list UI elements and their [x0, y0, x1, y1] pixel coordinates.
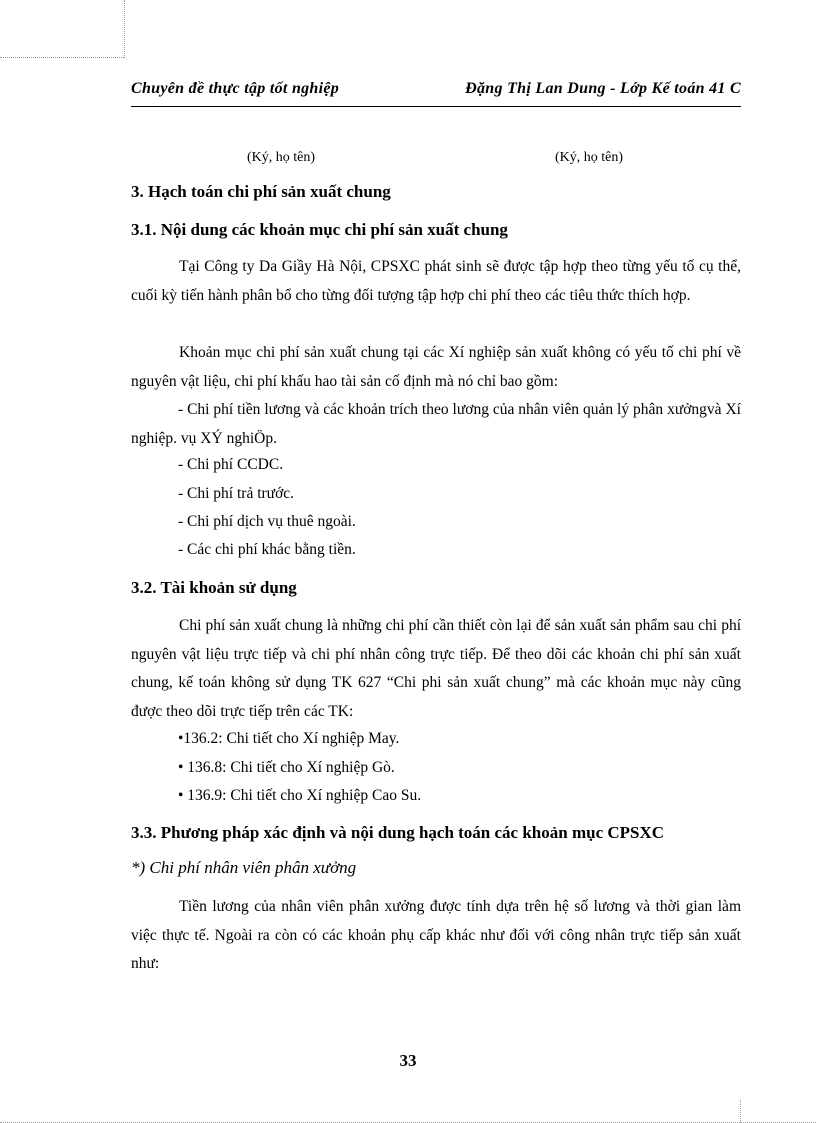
- list-item-tk-1362: •136.2: Chi tiết cho Xí nghiệp May.: [178, 730, 400, 747]
- page-number: 33: [399, 1051, 417, 1070]
- list-item-other-cash: - Các chi phí khác bằng tiền.: [178, 541, 356, 558]
- list-item-salary: - Chi phí tiền lương và các khoản trích theo lương của nhân viên quản lý phân xưởngvà Xí nghiệp. vụ XÝ nghiÖp.: [131, 401, 741, 447]
- list-item-ccdc: - Chi phí CCDC.: [178, 456, 284, 473]
- list-item-prepaid: - Chi phí trả trước.: [178, 485, 295, 502]
- paragraph-3: Chi phí sản xuất chung là những chi phí cần thiết còn lại để sản xuất sản phẩm sau chi phí nguyên vật liệu trực tiếp và chi phí nhân công trực tiếp. Để theo dõi các khoản chi phí sản xuất chung, kế toán không sử dụng TK 627 “Chi phi sản xuất chung” mà các khoản mục này cũng được theo dõi trực tiếp trên các TK:: [131, 617, 741, 720]
- header-left-text: Chuyên đề thực tập tốt nghiệp: [131, 80, 340, 97]
- signature-right: (Ký, họ tên): [555, 150, 624, 165]
- list-item-tk-1368: • 136.8: Chi tiết cho Xí nghiệp Gò.: [178, 759, 395, 776]
- crop-mark-top: [124, 0, 125, 58]
- page-header: [131, 76, 741, 107]
- crop-mark-left: [0, 57, 124, 58]
- header-right-text: Đặng Thị Lan Dung - Lớp Kế toán 41 C: [465, 80, 741, 97]
- paragraph-2: Khoản mục chi phí sản xuất chung tại các Xí nghiệp sản xuất không có yếu tố chi phí về nguyên vật liệu, chi phí khấu hao tài sản cố định mà nó chỉ bao gồm:: [131, 344, 741, 390]
- signature-left: (Ký, họ tên): [247, 150, 316, 165]
- subheading-workshop-staff: *) Chi phí nhân viên phân xưởng: [131, 858, 357, 877]
- paragraph-1: Tại Công ty Da Giầy Hà Nội, CPSXC phát sinh sẽ được tập hợp theo từng yếu tố cụ thể, cuối kỳ tiến hành phân bổ cho từng đối tượng tập hợp chi phí theo các tiêu thức thích hợp.: [131, 258, 741, 304]
- heading-section-3: 3. Hạch toán chi phí sản xuất chung: [131, 182, 391, 201]
- heading-section-3-2: 3.2. Tài khoản sử dụng: [131, 578, 297, 597]
- list-item-outsourced: - Chi phí dịch vụ thuê ngoài.: [178, 513, 356, 530]
- crop-mark-bottom-right: [740, 1100, 741, 1123]
- paragraph-4: Tiền lương của nhân viên phân xưởng được tính dựa trên hệ số lương và thời gian làm việc thực tế. Ngoài ra còn có các khoản phụ cấp khác như đối với công nhân trực tiếp sản xuất như:: [131, 898, 741, 972]
- heading-section-3-3: 3.3. Phương pháp xác định và nội dung hạch toán các khoản mục CPSXC: [131, 823, 665, 842]
- list-item-tk-1369: • 136.9: Chi tiết cho Xí nghiệp Cao Su.: [178, 787, 422, 804]
- heading-section-3-1: 3.1. Nội dung các khoản mục chi phí sản xuất chung: [131, 220, 508, 239]
